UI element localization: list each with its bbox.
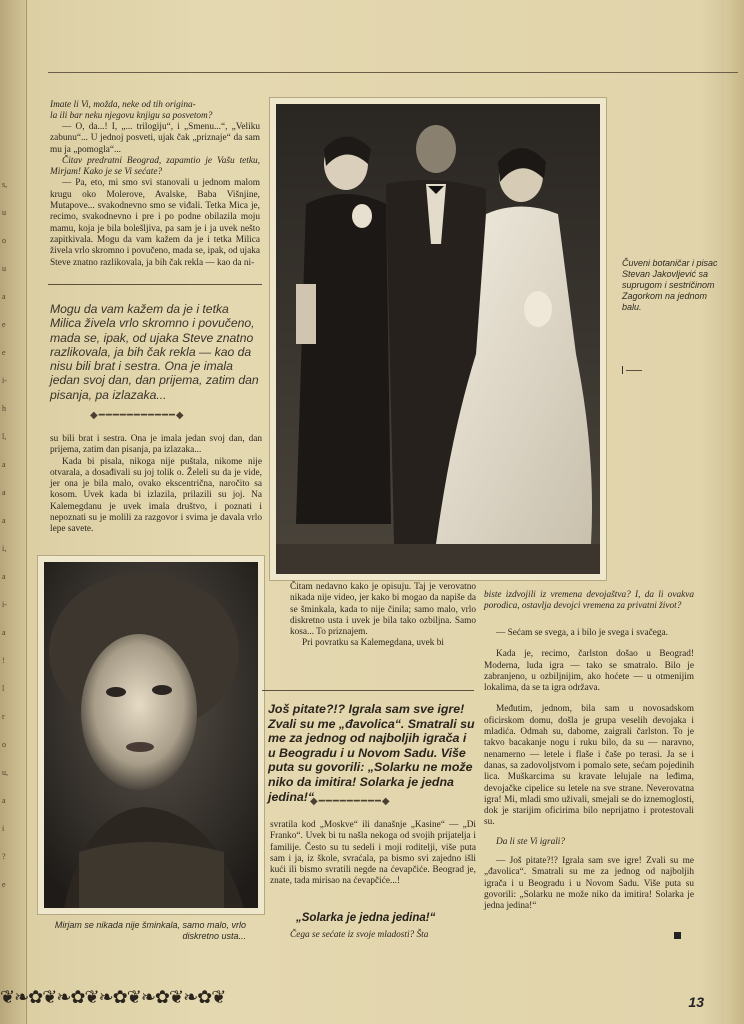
portrait-photo [38,556,264,914]
col2-question: Čega se sećate iz svoje mladosti? Šta [290,930,429,940]
gutter-mark: a [2,628,6,637]
col3-question-2: Da li ste Vi igrali? [496,836,566,847]
ornament-divider-2: ◆━━━━━━━━━◆ [310,796,391,807]
answer-paragraph-2: — Pa, eto, mi smo svi stanovali u jednom malom krugu oko Molerove, Avalske, Baba Višnjine, Mutapove... svakodnevno smo se viđali. Tetka Mica je, recimo, svakodnevno i pre i po podne obilazila moju mamu, koja je bila bolešljiva, pa sam je i ja uvek nešto zapitkivala. Mogu da vam kažem da je i tetka Milica živela vrlo skromno i povučeno, mada se, ipak, od ujaka Steve znatno razlikovala, ja bih čak rekla — kao da ni- [50,178,260,268]
gutter-mark: a [2,796,6,805]
gutter-mark: a [2,516,6,525]
gutter-mark: o [2,740,6,749]
gutter-mark: l [2,684,5,693]
gutter-mark: u [2,264,6,273]
question-paragraph-2: Čitav predratni Beograd, zapamtio je Vašu tetku, Mirjam! Kako je se Vi sećate? [50,155,260,178]
gutter-mark: i- [2,376,7,385]
col3-paragraph-3: Međutim, jednom, bila sam u novosadskom oficirskom domu, došla je grupa veselih devojaka i mladića. Odmah su, dabome, zaigrali čarlston. To je takvo bacakanje nogu i ruku bilo, da su — naravno, nenamerno — letele i flaše i čaše po terasi. Ja se i danas, sa zadovoljstvom i pomalo sete, sećam pojedinih lica. Muškarcima su kravate lelujale na leđima, devojačke cipelice su letele na sve strane. Neverovatna igra! Mi, mladi smo uživali, smejali se do iznemoglosti, dok je starijim oficirima bilo neprijatno i protestovali su. [484,704,694,828]
gutter-mark: e [2,348,6,357]
gutter-mark: u [2,208,6,217]
ball-photo-image [276,104,600,574]
gutter-mark: o [2,236,6,245]
gutter-mark: s, [2,180,8,189]
ornament-divider-1: ◆━━━━━━━━━━━◆ [90,410,185,421]
gutter-mark: ! [2,656,5,665]
gutter-mark: h [2,404,6,413]
pull-quote-2: Još pitate?!? Igrala sam sve igre! Zvali su me „đavolica“. Smatrali su me za jednog od najboljih igrača i u Beogradu i u Novom Sadu. Više puta su govorili: „Solarku ne može niko da imitira! Solarka je jedna jedina!“ [268,702,475,804]
gutter-mark: ? [2,852,6,861]
gutter-mark: e [2,320,6,329]
continue-paragraph-1: su bili brat i sestra. Ona je imala jedan svoj dan, dan prijema, zatim dan pisanja, pa izlazaka... [50,434,262,456]
gutter-mark: l, [2,432,7,441]
col3-paragraph-1: — Sećam se svega, a i bilo je svega i svačega. [496,628,668,638]
page-edge-right [724,0,744,1024]
col2-paragraph-2: Pri povratku sa Kalemegdana, uvek bi [302,638,444,649]
page-number: 13 [688,994,704,1010]
section-heading: „Solarka je jedna jedina!“ [296,912,436,924]
gutter-mark: a [2,292,6,301]
col3-body [484,628,694,913]
top-rule [48,72,738,73]
previous-page-edge [0,0,27,1024]
portrait-photo-image [44,562,258,908]
gutter-mark: i- [2,600,7,609]
end-mark [674,932,681,939]
pullquote2-top-rule [262,690,474,691]
gutter-mark: a [2,572,6,581]
pull-quote-1: Mogu da vam kažem da je i tetka Milica živela vrlo skromno i povučeno, mada se, ipak, od ujaka Steve znatno razlikovala, ja bih čak rekla — kao da nisu bili brat i sestra. Ona je imala jedan svoj dan, dan prijema, zatim dan pisanja, pa izlazaka... [50,302,259,402]
ball-photo [270,98,606,580]
answer-paragraph-1: — O, da...! I, „... trilogiju“, i „Smenu...“, „Veliku zabunu“... U jednoj posveti, ujak čak „priznaje“ da sam mu ja „pomogla“... [50,122,260,155]
pullquote-top-rule [48,284,262,285]
footer-ornament: ❦❧✿❦❧✿❦❧✿❦❧✿❦❧✿❦ [0,987,226,1007]
gutter-mark: e [2,880,6,889]
ball-caption: Čuveni botaničar i pisac Stevan Jakovljević sa suprugom i sestričinom Zagorkom na jednom balu. [622,258,718,312]
intro-answer [50,122,260,269]
caption-tick [622,366,623,374]
col2-text-3: svratila kod „Moskve“ ili današnje „Kasine“ — „Di Franko“. Uvek bi tu našla nekoga od svojih prijatelja i familije. Često su tu sedeli i moji roditelji, više puta sam i ja, iz škole, svraćala, pa bismo svi zajedno išli kući ili bismo svratili negde na ćevapčiće. Beograd je, znate, tada mirisao na ćevapčiće...! [270,820,476,887]
gutter-mark: i [2,824,5,833]
col2-paragraph-1: Čitam nedavno kako je opisuju. Taj je verovatno nikada nije video, jer kako bi mogao da napiše da se šminkala, kada to nije činila; samo malo, vrlo diskretno usta i uvek je bila tako ozbiljna. Samo kosa... To priznajem. [290,582,476,638]
col2-text-1 [290,582,476,650]
intro-question [50,100,260,123]
gutter-mark: u, [2,768,8,777]
col3-paragraph-4: — Još pitate?!? Igrala sam sve igre! Zvali su me „đavolica“. Smatrali su me za jednog od najboljih igrača i u Beogradu i u Novom Sadu. Više puta su govorili: „Solarku ne može niko da imitira! Solarka je jedna jedina!“ [484,856,694,912]
caption-rule [626,370,642,371]
col3-question-cont: biste izdvojili iz vremena devojaštva? I, da li ovakva porodica, ostavlja devojci vremena za privatni život? [484,590,694,612]
gutter-mark: a [2,460,6,469]
gutter-mark: a [2,488,6,497]
gutter-mark: i, [2,544,7,553]
continue-text [50,434,262,536]
portrait-caption: Mirjam se nikada nije šminkala, samo malo, vrlo diskretno usta... [54,920,246,941]
question-line-1: Imate li Vi, možda, neke od tih origina- [50,100,196,110]
question-line-2: la ili bar neku njegovu knjigu sa posvetom? [50,111,213,122]
continue-paragraph-2: Kada bi pisala, nikoga nije puštala, nikome nije otvarala, a dosađivali su joj tolik o. Želeli su da je vide, jer ona je bila malo, ovako ekscentrična, naročito sa kosom. Uvek kada bi izlazila, prilazili su joj. Na Kalemegdanu je uvek imala društvo, i poznati i nepoznati su je molili za razgovor i svima je davala vrlo lepe savete. [50,456,262,535]
col3-paragraph-2: Kada je, recimo, čarlston došao u Beograd! Moderna, luda igra — tako se smatralo. Bilo je zabranjeno, u ozbiljnijim, ako hoćete — u otmenijim lokalima, da se ta igra održava. [484,649,694,694]
gutter-mark: r [2,712,5,721]
